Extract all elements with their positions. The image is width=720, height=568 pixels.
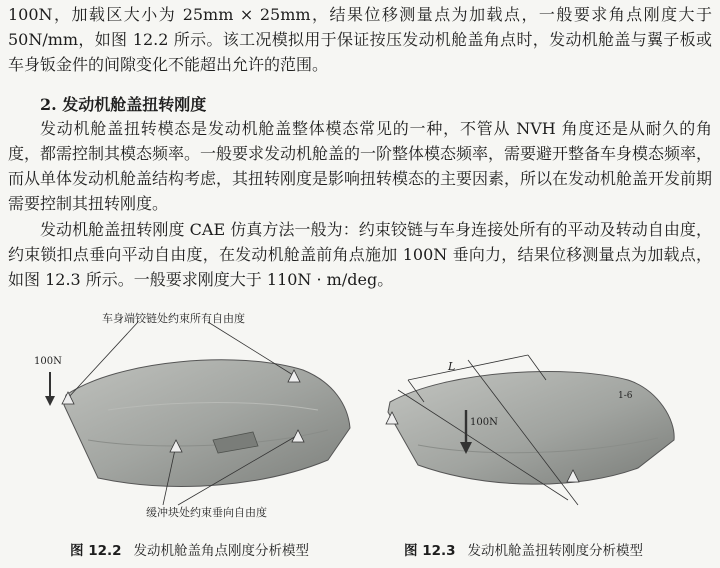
- caption-figure-12-3: [404, 542, 643, 560]
- hood-torsion-model-image: [378, 350, 678, 510]
- label-hinge-constraint: 车身端铰链处约束所有自由度: [102, 312, 245, 325]
- figure-corner-stiffness: [28, 300, 358, 530]
- caption-figure-12-2: [70, 542, 309, 560]
- section-heading: 2. 发动机舱盖扭转刚度: [40, 95, 207, 114]
- caption-text: 发动机舱盖扭转刚度分析模型: [467, 543, 644, 559]
- caption-number: 图 12.3: [404, 543, 456, 559]
- label-buffer-constraint: 缓冲块处约束垂向自由度: [146, 506, 267, 519]
- paragraph-corner-stiffness: 100N，加载区大小为 25mm × 25mm，结果位移测量点为加载点，一般要求角点刚度大于50N/mm，如图 12.2 所示。该工况模拟用于保证按压发动机舱盖角点时，发动机舱盖与翼子板或车身钣金件的间隙变化不能超出允许的范围。: [8, 5, 712, 74]
- figure-torsion-stiffness: [378, 350, 678, 510]
- paragraph-cae-method: 发动机舱盖扭转刚度 CAE 仿真方法一般为：约束铰链与车身连接处所有的平动及转动自由度，约束锁扣点垂向平动自由度，在发动机舱盖前角点施加 100N 垂向力，结果位移测量点为加载点，如图 12.3 所示。一般要求刚度大于 110N · m/deg。: [8, 220, 712, 289]
- paragraph-torsion-mode: 发动机舱盖扭转模态是发动机舱盖整体模态常见的一种，不管从 NVH 角度还是从耐久的角度，都需控制其模态频率。一般要求发动机舱盖的一阶整体模态频率，需要避开整备车身模态频率，而从单体发动机舱盖结构考虑，其扭转刚度是影响扭转模态的主要因素，所以在发动机舱盖开发前期需要控制其扭转刚度。: [8, 119, 713, 213]
- hood-corner-model-image: [28, 300, 358, 530]
- label-edge: 1-6: [618, 391, 633, 401]
- caption-text: 发动机舱盖角点刚度分析模型: [133, 543, 310, 559]
- caption-number: 图 12.2: [70, 543, 122, 559]
- label-force-right: 100N: [470, 417, 498, 428]
- label-length: L: [448, 360, 456, 373]
- label-force-left: 100N: [34, 356, 62, 367]
